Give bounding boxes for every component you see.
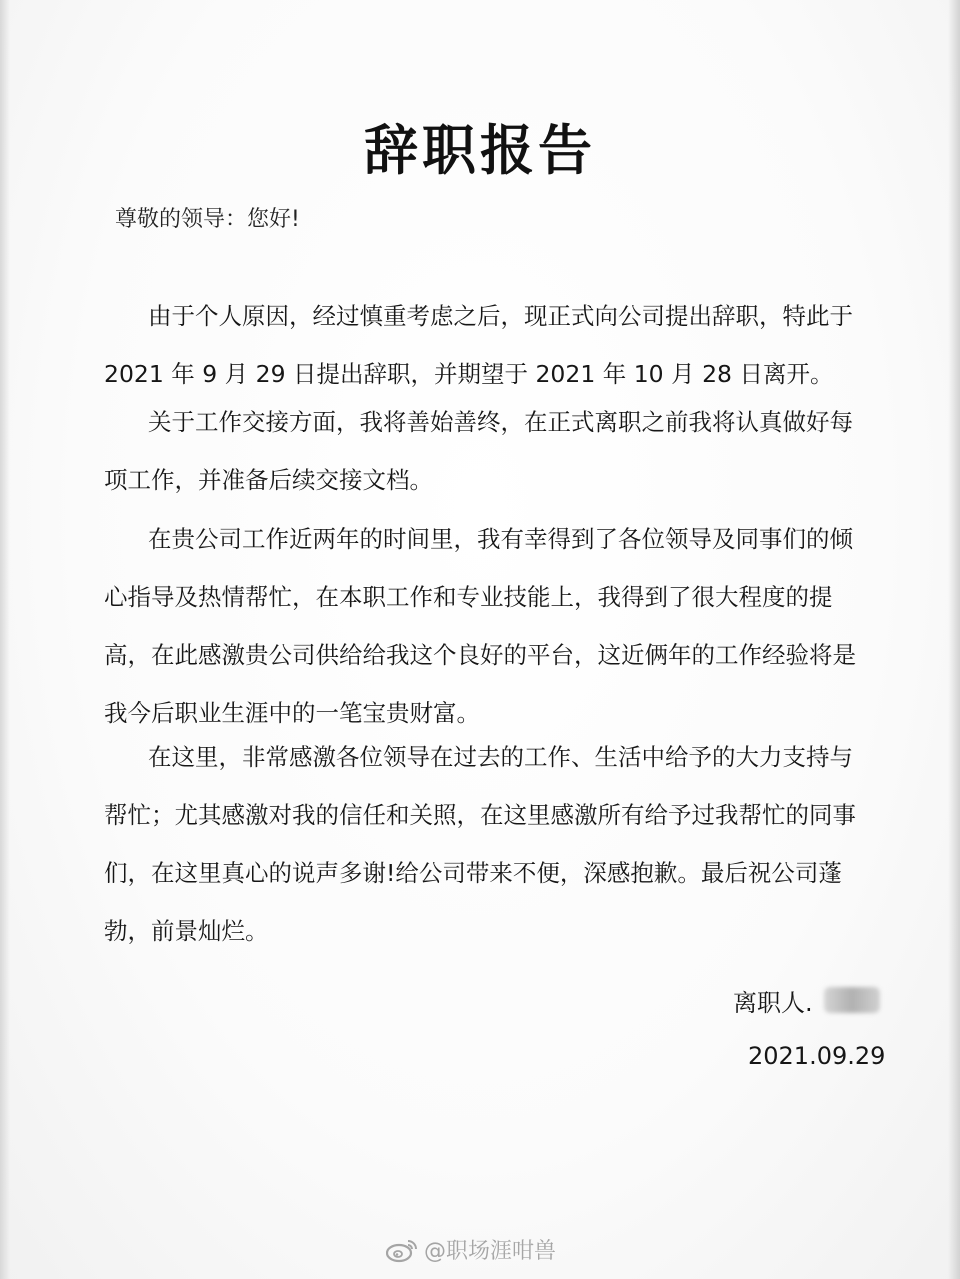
signer-label: 离职人. bbox=[733, 989, 813, 1017]
watermark bbox=[386, 1234, 556, 1265]
paragraph-thanks-closing: 在这里，非常感激各位领导在过去的工作、生活中给予的大力支持与帮忙；尤其感激对我的信任和关照，在这里感激所有给予过我帮忙的同事们，在这里真心的说声多谢!给公司带来不便，深感抱歉。最后祝公司蓬勃，前景灿烂。 bbox=[104, 743, 856, 945]
scan-shadow-right bbox=[948, 0, 960, 1279]
paragraph-handover: 关于工作交接方面，我将善始善终，在正式离职之前我将认真做好每项工作，并准备后续交接文档。 bbox=[104, 408, 853, 494]
weibo-icon bbox=[386, 1237, 418, 1263]
signature-date: 2021.09.29 bbox=[748, 1042, 886, 1070]
paragraph-resignation-notice: 由于个人原因，经过慎重考虑之后，现正式向公司提出辞职，特此于 2021 年 9 月 29 日提出辞职，并期望于 2021 年 10 月 28 日离开。 bbox=[104, 302, 853, 388]
watermark-text: @职场涯咁兽 bbox=[424, 1239, 557, 1264]
paragraph-gratitude-growth: 在贵公司工作近两年的时间里，我有幸得到了各位领导及同事们的倾心指导及热情帮忙，在本职工作和专业技能上，我得到了很大程度的提高，在此感激贵公司供给给我这个良好的平台，这近俩年的工作经验将是我今后职业生涯中的一笔宝贵财富。 bbox=[104, 525, 856, 727]
scan-shadow-left bbox=[0, 0, 10, 1279]
redacted-signature bbox=[824, 987, 880, 1013]
document-title: 辞职报告 bbox=[364, 119, 596, 182]
salutation: 尊敬的领导：您好! bbox=[115, 207, 300, 232]
